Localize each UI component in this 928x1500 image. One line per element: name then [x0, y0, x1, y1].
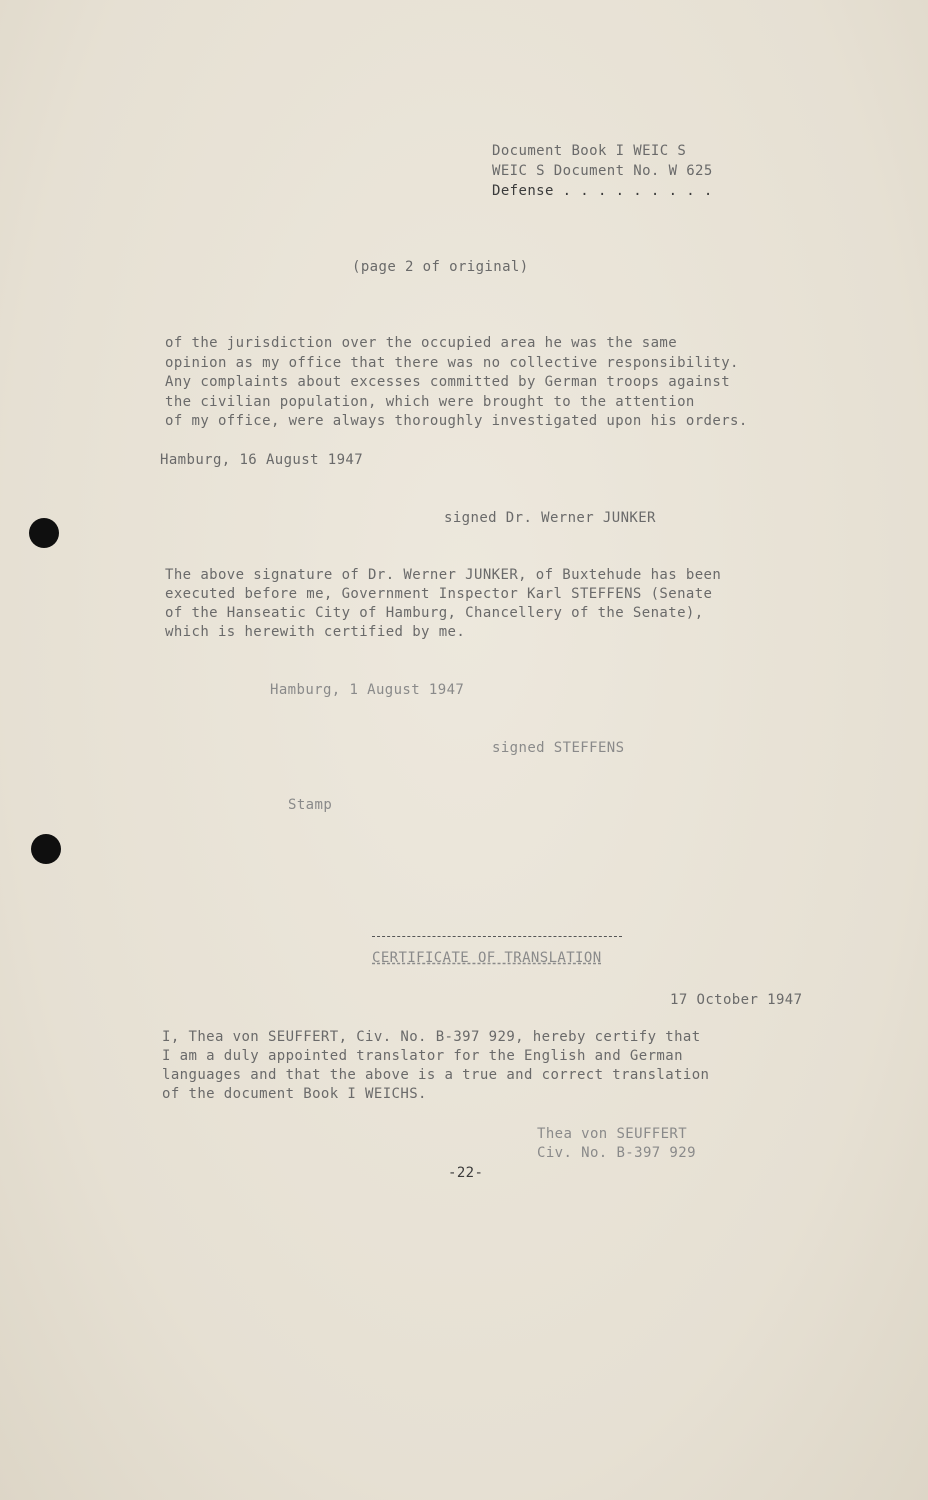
signature-2: signed STEFFENS — [492, 740, 625, 756]
translator-name: Thea von SEUFFERT — [537, 1126, 688, 1142]
body-line-3: Any complaints about excesses committed by German troops against — [165, 374, 731, 390]
translator-line-4: of the document Book I WEICHS. — [162, 1086, 427, 1102]
cert-line-1: The above signature of Dr. Werner JUNKER, of Buxtehude has been — [165, 567, 722, 583]
place-date-1: Hamburg, 16 August 1947 — [160, 452, 364, 468]
header-line-1: Document Book I WEIC S — [492, 143, 687, 159]
translator-line-3: languages and that the above is a true and correct translation — [162, 1067, 710, 1083]
stamp-label: Stamp — [288, 797, 333, 813]
cert-line-2: executed before me, Government Inspector Karl STEFFENS (Senate — [165, 586, 713, 602]
body-line-5: of my office, were always thoroughly investigated upon his orders. — [165, 413, 748, 429]
translator-line-2: I am a duly appointed translator for the English and German — [162, 1048, 683, 1064]
certificate-date: 17 October 1947 — [670, 992, 803, 1008]
cert-line-4: which is herewith certified by me. — [165, 624, 466, 640]
page-number: -22- — [448, 1165, 484, 1181]
cert-line-3: of the Hanseatic City of Hamburg, Chancellery of the Senate), — [165, 605, 704, 621]
translator-civ-no: Civ. No. B-397 929 — [537, 1145, 696, 1161]
body-line-4: the civilian population, which were brought to the attention — [165, 394, 695, 410]
certificate-title: CERTIFICATE OF TRANSLATION — [372, 950, 602, 966]
punch-hole-bottom — [31, 834, 61, 864]
header-line-3: Defense . . . . . . . . . — [492, 183, 713, 199]
body-line-2: opinion as my office that there was no collective responsibility. — [165, 355, 739, 371]
punch-hole-top — [29, 518, 59, 548]
certificate-divider — [372, 936, 622, 937]
place-date-2: Hamburg, 1 August 1947 — [270, 682, 465, 698]
body-line-1: of the jurisdiction over the occupied area he was the same — [165, 335, 678, 351]
signature-1: signed Dr. Werner JUNKER — [444, 510, 656, 526]
page-note: (page 2 of original) — [352, 259, 529, 275]
translator-line-1: I, Thea von SEUFFERT, Civ. No. B-397 929, hereby certify that — [162, 1029, 701, 1045]
header-line-2: WEIC S Document No. W 625 — [492, 163, 713, 179]
